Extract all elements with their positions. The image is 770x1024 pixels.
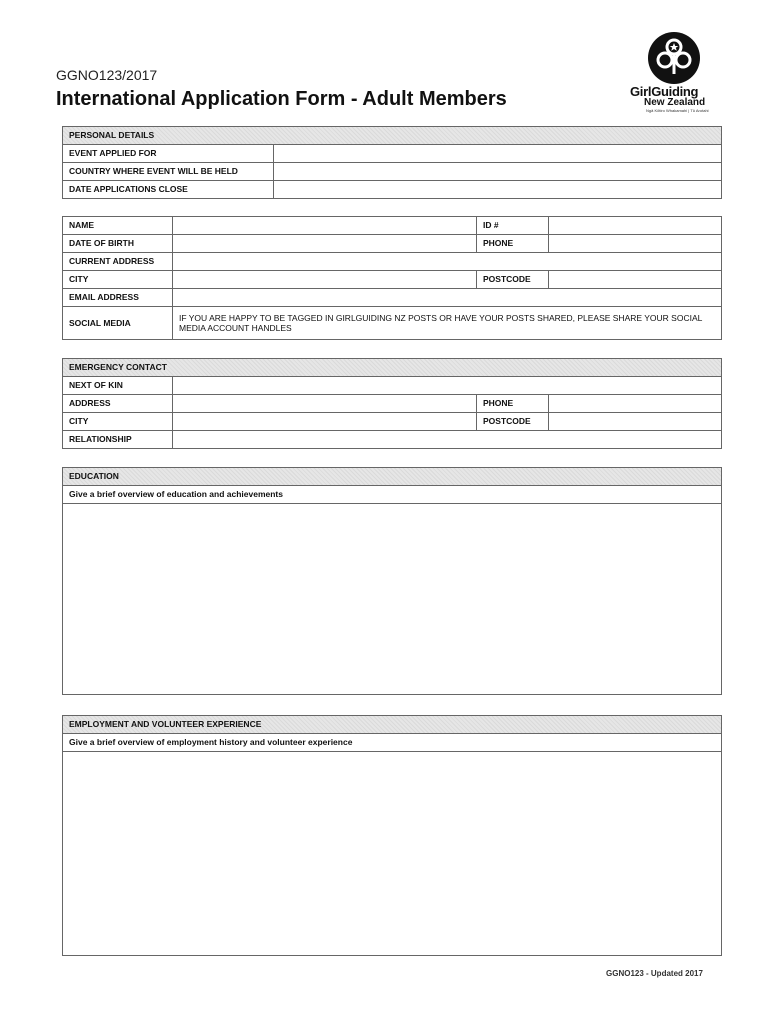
form-title: International Application Form - Adult Members (56, 88, 507, 110)
applicant-table (62, 216, 722, 340)
trefoil-icon (648, 32, 700, 84)
personal-details-table (62, 126, 722, 199)
address-field[interactable] (173, 253, 722, 271)
emergency-postcode-label: POSTCODE (477, 413, 549, 431)
postcode-field[interactable] (549, 271, 722, 289)
name-label: NAME (63, 217, 173, 235)
city-label: CITY (63, 271, 173, 289)
emergency-contact-heading: EMERGENCY CONTACT (63, 359, 722, 377)
email-label: EMAIL ADDRESS (63, 289, 173, 307)
id-field[interactable] (549, 217, 722, 235)
emergency-postcode-field[interactable] (549, 413, 722, 431)
education-heading: EDUCATION (63, 468, 722, 486)
city-field[interactable] (173, 271, 477, 289)
emergency-address-field[interactable] (173, 395, 477, 413)
emergency-phone-field[interactable] (549, 395, 722, 413)
social-media-field[interactable]: IF YOU ARE HAPPY TO BE TAGGED IN GIRLGUIDING NZ POSTS OR HAVE YOUR POSTS SHARED, PLEASE SHARE YOUR SOCIAL MEDIA ACCOUNT HANDLES (173, 307, 722, 340)
personal-details-heading: PERSONAL DETAILS (63, 127, 722, 145)
applications-close-field[interactable] (274, 181, 722, 199)
id-label: ID # (477, 217, 549, 235)
postcode-label: POSTCODE (477, 271, 549, 289)
footer-text: GGNO123 - Updated 2017 (606, 969, 703, 978)
emergency-phone-label: PHONE (477, 395, 549, 413)
name-field[interactable] (173, 217, 477, 235)
next-of-kin-field[interactable] (173, 377, 722, 395)
girlguiding-logo (618, 32, 728, 120)
employment-textarea[interactable] (63, 752, 722, 956)
logo-tagline: Ngā Kōtiro Whakamahi | Tū Arotahi (646, 108, 709, 113)
event-applied-label: EVENT APPLIED FOR (63, 145, 274, 163)
education-table (62, 467, 722, 695)
employment-heading: EMPLOYMENT AND VOLUNTEER EXPERIENCE (63, 716, 722, 734)
logo-brand-text: GirlGuiding (630, 84, 699, 99)
address-label: CURRENT ADDRESS (63, 253, 173, 271)
dob-field[interactable] (173, 235, 477, 253)
social-media-label: SOCIAL MEDIA (63, 307, 173, 340)
emergency-city-label: CITY (63, 413, 173, 431)
emergency-city-field[interactable] (173, 413, 477, 431)
education-textarea[interactable] (63, 504, 722, 695)
phone-field[interactable] (549, 235, 722, 253)
phone-label: PHONE (477, 235, 549, 253)
event-country-field[interactable] (274, 163, 722, 181)
next-of-kin-label: NEXT OF KIN (63, 377, 173, 395)
relationship-label: RELATIONSHIP (63, 431, 173, 449)
email-field[interactable] (173, 289, 722, 307)
education-prompt: Give a brief overview of education and achievements (63, 486, 722, 504)
document-code: GGNO123/2017 (56, 67, 158, 83)
dob-label: DATE OF BIRTH (63, 235, 173, 253)
applications-close-label: DATE APPLICATIONS CLOSE (63, 181, 274, 199)
employment-table (62, 715, 722, 956)
logo-subtitle: New Zealand (644, 97, 706, 108)
event-country-label: COUNTRY WHERE EVENT WILL BE HELD (63, 163, 274, 181)
relationship-field[interactable] (173, 431, 722, 449)
emergency-address-label: ADDRESS (63, 395, 173, 413)
employment-prompt: Give a brief overview of employment history and volunteer experience (63, 734, 722, 752)
event-applied-field[interactable] (274, 145, 722, 163)
emergency-contact-table (62, 358, 722, 449)
